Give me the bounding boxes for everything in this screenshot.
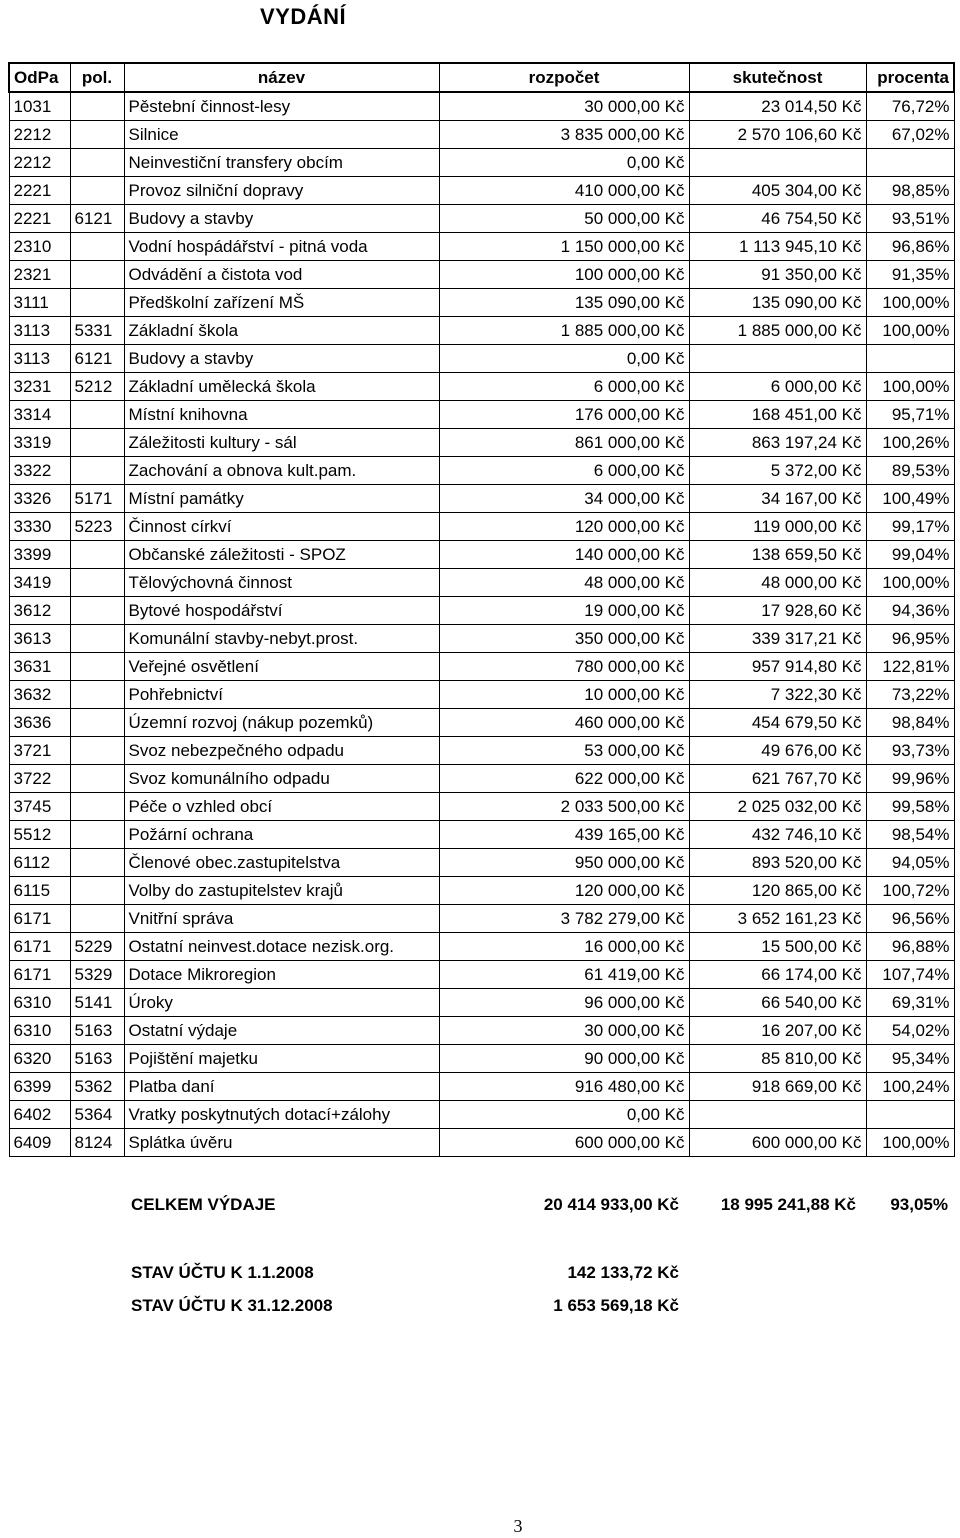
cell-procenta: 96,56% bbox=[866, 905, 954, 933]
cell-nazev: Péče o vzhled obcí bbox=[124, 793, 439, 821]
cell-odpa: 3322 bbox=[9, 457, 70, 485]
cell-rozpocet: 10 000,00 Kč bbox=[439, 681, 689, 709]
cell-skutecnost: 120 865,00 Kč bbox=[689, 877, 866, 905]
cell-nazev: Pěstební činnost-lesy bbox=[124, 92, 439, 121]
table-row bbox=[9, 989, 954, 1017]
table-row bbox=[9, 625, 954, 653]
cell-odpa: 2212 bbox=[9, 121, 70, 149]
cell-odpa: 6112 bbox=[9, 849, 70, 877]
cell-procenta: 99,96% bbox=[866, 765, 954, 793]
cell-rozpocet: 61 419,00 Kč bbox=[439, 961, 689, 989]
header-odpa: OdPa bbox=[9, 63, 70, 92]
cell-rozpocet: 1 150 000,00 Kč bbox=[439, 233, 689, 261]
cell-nazev: Místní knihovna bbox=[124, 401, 439, 429]
table-row bbox=[9, 709, 954, 737]
cell-rozpocet: 3 782 279,00 Kč bbox=[439, 905, 689, 933]
cell-odpa: 5512 bbox=[9, 821, 70, 849]
cell-rozpocet: 460 000,00 Kč bbox=[439, 709, 689, 737]
cell-nazev: Svoz komunálního odpadu bbox=[124, 765, 439, 793]
cell-skutecnost: 91 350,00 Kč bbox=[689, 261, 866, 289]
cell-rozpocet: 861 000,00 Kč bbox=[439, 429, 689, 457]
table-row bbox=[9, 177, 954, 205]
header-pol: pol. bbox=[70, 63, 124, 92]
cell-odpa: 3636 bbox=[9, 709, 70, 737]
cell-rozpocet: 0,00 Kč bbox=[439, 1101, 689, 1129]
cell-rozpocet: 2 033 500,00 Kč bbox=[439, 793, 689, 821]
cell-pol: 5362 bbox=[70, 1073, 124, 1101]
cell-odpa: 2221 bbox=[9, 177, 70, 205]
cell-rozpocet: 622 000,00 Kč bbox=[439, 765, 689, 793]
cell-skutecnost: 49 676,00 Kč bbox=[689, 737, 866, 765]
cell-procenta: 100,00% bbox=[866, 1129, 954, 1157]
cell-pol bbox=[70, 541, 124, 569]
table-row bbox=[9, 821, 954, 849]
cell-pol bbox=[70, 765, 124, 793]
cell-procenta: 95,71% bbox=[866, 401, 954, 429]
cell-odpa: 3722 bbox=[9, 765, 70, 793]
cell-procenta: 73,22% bbox=[866, 681, 954, 709]
cell-nazev: Občanské záležitosti - SPOZ bbox=[124, 541, 439, 569]
cell-nazev: Ostatní neinvest.dotace nezisk.org. bbox=[124, 933, 439, 961]
cell-nazev: Volby do zastupitelstev krajů bbox=[124, 877, 439, 905]
table-row bbox=[9, 681, 954, 709]
table-row bbox=[9, 513, 954, 541]
cell-pol bbox=[70, 401, 124, 429]
cell-procenta: 100,49% bbox=[866, 485, 954, 513]
table-row bbox=[9, 877, 954, 905]
cell-procenta: 96,95% bbox=[866, 625, 954, 653]
cell-rozpocet: 410 000,00 Kč bbox=[439, 177, 689, 205]
total-label: CELKEM VÝDAJE bbox=[131, 1195, 276, 1214]
cell-odpa: 3231 bbox=[9, 373, 70, 401]
cell-procenta: 89,53% bbox=[866, 457, 954, 485]
table-row bbox=[9, 149, 954, 177]
cell-skutecnost: 46 754,50 Kč bbox=[689, 205, 866, 233]
cell-odpa: 3745 bbox=[9, 793, 70, 821]
table-row bbox=[9, 429, 954, 457]
cell-pol bbox=[70, 709, 124, 737]
cell-procenta: 100,00% bbox=[866, 373, 954, 401]
cell-skutecnost: 863 197,24 Kč bbox=[689, 429, 866, 457]
cell-odpa: 3631 bbox=[9, 653, 70, 681]
cell-nazev: Základní umělecká škola bbox=[124, 373, 439, 401]
table-row bbox=[9, 1101, 954, 1129]
cell-pol bbox=[70, 149, 124, 177]
table-row bbox=[9, 373, 954, 401]
header-rozpocet: rozpočet bbox=[439, 63, 689, 92]
cell-pol bbox=[70, 569, 124, 597]
cell-odpa: 2321 bbox=[9, 261, 70, 289]
cell-pol bbox=[70, 429, 124, 457]
cell-rozpocet: 16 000,00 Kč bbox=[439, 933, 689, 961]
cell-pol bbox=[70, 233, 124, 261]
cell-odpa: 3319 bbox=[9, 429, 70, 457]
cell-odpa: 6171 bbox=[9, 961, 70, 989]
cell-rozpocet: 350 000,00 Kč bbox=[439, 625, 689, 653]
cell-procenta: 100,00% bbox=[866, 289, 954, 317]
cell-pol: 6121 bbox=[70, 205, 124, 233]
cell-procenta: 100,24% bbox=[866, 1073, 954, 1101]
cell-skutecnost: 168 451,00 Kč bbox=[689, 401, 866, 429]
balance-label-end: STAV ÚČTU K 31.12.2008 bbox=[131, 1296, 333, 1315]
cell-pol: 5223 bbox=[70, 513, 124, 541]
cell-nazev: Tělovýchovná činnost bbox=[124, 569, 439, 597]
cell-procenta: 100,72% bbox=[866, 877, 954, 905]
cell-rozpocet: 120 000,00 Kč bbox=[439, 877, 689, 905]
cell-rozpocet: 90 000,00 Kč bbox=[439, 1045, 689, 1073]
cell-nazev: Zachování a obnova kult.pam. bbox=[124, 457, 439, 485]
cell-odpa: 3113 bbox=[9, 345, 70, 373]
cell-pol: 5141 bbox=[70, 989, 124, 1017]
cell-nazev: Úroky bbox=[124, 989, 439, 1017]
cell-procenta: 93,51% bbox=[866, 205, 954, 233]
cell-nazev: Vratky poskytnutých dotací+zálohy bbox=[124, 1101, 439, 1129]
table-row bbox=[9, 793, 954, 821]
cell-odpa: 3330 bbox=[9, 513, 70, 541]
total-rozpocet: 20 414 933,00 Kč bbox=[543, 1195, 679, 1214]
header-nazev: název bbox=[124, 63, 439, 92]
cell-procenta: 98,54% bbox=[866, 821, 954, 849]
table-row bbox=[9, 541, 954, 569]
cell-odpa: 6171 bbox=[9, 933, 70, 961]
table-row bbox=[9, 933, 954, 961]
cell-procenta: 100,26% bbox=[866, 429, 954, 457]
cell-nazev: Budovy a stavby bbox=[124, 205, 439, 233]
table-row bbox=[9, 597, 954, 625]
table-row bbox=[9, 1129, 954, 1157]
cell-pol bbox=[70, 905, 124, 933]
cell-rozpocet: 0,00 Kč bbox=[439, 149, 689, 177]
cell-pol: 8124 bbox=[70, 1129, 124, 1157]
table-row bbox=[9, 261, 954, 289]
cell-odpa: 3314 bbox=[9, 401, 70, 429]
cell-odpa: 6171 bbox=[9, 905, 70, 933]
cell-pol: 5163 bbox=[70, 1045, 124, 1073]
balance-label-start: STAV ÚČTU K 1.1.2008 bbox=[131, 1263, 314, 1282]
cell-rozpocet: 53 000,00 Kč bbox=[439, 737, 689, 765]
cell-nazev: Pohřebnictví bbox=[124, 681, 439, 709]
cell-pol bbox=[70, 653, 124, 681]
cell-nazev: Budovy a stavby bbox=[124, 345, 439, 373]
cell-skutecnost: 1 885 000,00 Kč bbox=[689, 317, 866, 345]
table-row bbox=[9, 401, 954, 429]
cell-odpa: 6310 bbox=[9, 1017, 70, 1045]
cell-rozpocet: 0,00 Kč bbox=[439, 345, 689, 373]
cell-rozpocet: 50 000,00 Kč bbox=[439, 205, 689, 233]
cell-skutecnost: 135 090,00 Kč bbox=[689, 289, 866, 317]
header-procenta: procenta bbox=[866, 63, 954, 92]
header-skutecnost: skutečnost bbox=[689, 63, 866, 92]
cell-procenta: 67,02% bbox=[866, 121, 954, 149]
cell-rozpocet: 3 835 000,00 Kč bbox=[439, 121, 689, 149]
cell-rozpocet: 100 000,00 Kč bbox=[439, 261, 689, 289]
cell-procenta: 99,17% bbox=[866, 513, 954, 541]
cell-procenta: 69,31% bbox=[866, 989, 954, 1017]
cell-skutecnost: 6 000,00 Kč bbox=[689, 373, 866, 401]
cell-procenta: 99,58% bbox=[866, 793, 954, 821]
table-row bbox=[9, 289, 954, 317]
cell-nazev: Silnice bbox=[124, 121, 439, 149]
cell-skutecnost: 600 000,00 Kč bbox=[689, 1129, 866, 1157]
cell-procenta: 95,34% bbox=[866, 1045, 954, 1073]
cell-nazev: Záležitosti kultury - sál bbox=[124, 429, 439, 457]
table-row bbox=[9, 849, 954, 877]
cell-odpa: 2212 bbox=[9, 149, 70, 177]
cell-pol bbox=[70, 457, 124, 485]
cell-nazev: Platba daní bbox=[124, 1073, 439, 1101]
cell-rozpocet: 950 000,00 Kč bbox=[439, 849, 689, 877]
table-row bbox=[9, 485, 954, 513]
cell-odpa: 6409 bbox=[9, 1129, 70, 1157]
cell-skutecnost: 17 928,60 Kč bbox=[689, 597, 866, 625]
page-title: VYDÁNÍ bbox=[260, 4, 347, 29]
cell-odpa: 3721 bbox=[9, 737, 70, 765]
cell-procenta bbox=[866, 149, 954, 177]
cell-pol bbox=[70, 737, 124, 765]
cell-skutecnost: 957 914,80 Kč bbox=[689, 653, 866, 681]
page-number: 3 bbox=[513, 1516, 523, 1536]
cell-odpa: 2310 bbox=[9, 233, 70, 261]
table-row bbox=[9, 1017, 954, 1045]
cell-odpa: 3419 bbox=[9, 569, 70, 597]
cell-pol bbox=[70, 261, 124, 289]
cell-procenta: 99,04% bbox=[866, 541, 954, 569]
cell-skutecnost: 48 000,00 Kč bbox=[689, 569, 866, 597]
cell-pol bbox=[70, 177, 124, 205]
cell-skutecnost: 454 679,50 Kč bbox=[689, 709, 866, 737]
cell-pol: 5163 bbox=[70, 1017, 124, 1045]
table-row bbox=[9, 653, 954, 681]
cell-rozpocet: 30 000,00 Kč bbox=[439, 92, 689, 121]
cell-procenta: 91,35% bbox=[866, 261, 954, 289]
cell-pol: 5364 bbox=[70, 1101, 124, 1129]
cell-odpa: 2221 bbox=[9, 205, 70, 233]
table-row bbox=[9, 1045, 954, 1073]
cell-odpa: 3113 bbox=[9, 317, 70, 345]
cell-odpa: 6399 bbox=[9, 1073, 70, 1101]
cell-odpa: 3613 bbox=[9, 625, 70, 653]
table-row bbox=[9, 205, 954, 233]
cell-procenta: 93,73% bbox=[866, 737, 954, 765]
cell-rozpocet: 34 000,00 Kč bbox=[439, 485, 689, 513]
cell-skutecnost: 405 304,00 Kč bbox=[689, 177, 866, 205]
table-header-row bbox=[9, 63, 954, 92]
cell-procenta: 96,86% bbox=[866, 233, 954, 261]
cell-pol bbox=[70, 793, 124, 821]
cell-odpa: 6320 bbox=[9, 1045, 70, 1073]
cell-procenta: 94,05% bbox=[866, 849, 954, 877]
cell-odpa: 3326 bbox=[9, 485, 70, 513]
cell-procenta: 122,81% bbox=[866, 653, 954, 681]
cell-nazev: Předškolní zařízení MŠ bbox=[124, 289, 439, 317]
cell-procenta: 100,00% bbox=[866, 317, 954, 345]
cell-nazev: Svoz nebezpečného odpadu bbox=[124, 737, 439, 765]
cell-nazev: Pojištění majetku bbox=[124, 1045, 439, 1073]
cell-pol: 5329 bbox=[70, 961, 124, 989]
cell-odpa: 1031 bbox=[9, 92, 70, 121]
cell-skutecnost: 2 570 106,60 Kč bbox=[689, 121, 866, 149]
table-row bbox=[9, 737, 954, 765]
cell-rozpocet: 19 000,00 Kč bbox=[439, 597, 689, 625]
cell-pol bbox=[70, 625, 124, 653]
cell-nazev: Vnitřní správa bbox=[124, 905, 439, 933]
balance-value-end: 1 653 569,18 Kč bbox=[553, 1296, 679, 1315]
cell-rozpocet: 48 000,00 Kč bbox=[439, 569, 689, 597]
cell-pol: 6121 bbox=[70, 345, 124, 373]
cell-odpa: 6115 bbox=[9, 877, 70, 905]
cell-rozpocet: 135 090,00 Kč bbox=[439, 289, 689, 317]
cell-odpa: 3399 bbox=[9, 541, 70, 569]
table-row bbox=[9, 765, 954, 793]
cell-rozpocet: 780 000,00 Kč bbox=[439, 653, 689, 681]
cell-rozpocet: 439 165,00 Kč bbox=[439, 821, 689, 849]
cell-skutecnost: 85 810,00 Kč bbox=[689, 1045, 866, 1073]
total-procenta: 93,05% bbox=[890, 1195, 948, 1214]
cell-nazev: Požární ochrana bbox=[124, 821, 439, 849]
cell-nazev: Veřejné osvětlení bbox=[124, 653, 439, 681]
cell-pol bbox=[70, 821, 124, 849]
cell-pol: 5331 bbox=[70, 317, 124, 345]
table-row bbox=[9, 233, 954, 261]
table-row bbox=[9, 569, 954, 597]
cell-skutecnost: 23 014,50 Kč bbox=[689, 92, 866, 121]
cell-skutecnost: 339 317,21 Kč bbox=[689, 625, 866, 653]
cell-nazev: Neinvestiční transfery obcím bbox=[124, 149, 439, 177]
cell-skutecnost: 34 167,00 Kč bbox=[689, 485, 866, 513]
cell-skutecnost: 16 207,00 Kč bbox=[689, 1017, 866, 1045]
cell-procenta: 96,88% bbox=[866, 933, 954, 961]
cell-pol bbox=[70, 681, 124, 709]
cell-procenta bbox=[866, 1101, 954, 1129]
cell-skutecnost bbox=[689, 1101, 866, 1129]
cell-skutecnost: 66 540,00 Kč bbox=[689, 989, 866, 1017]
cell-skutecnost: 138 659,50 Kč bbox=[689, 541, 866, 569]
table-row bbox=[9, 457, 954, 485]
cell-rozpocet: 1 885 000,00 Kč bbox=[439, 317, 689, 345]
cell-odpa: 3612 bbox=[9, 597, 70, 625]
cell-nazev: Odvádění a čistota vod bbox=[124, 261, 439, 289]
cell-pol bbox=[70, 877, 124, 905]
cell-rozpocet: 600 000,00 Kč bbox=[439, 1129, 689, 1157]
cell-procenta: 98,85% bbox=[866, 177, 954, 205]
cell-procenta: 54,02% bbox=[866, 1017, 954, 1045]
cell-nazev: Vodní hospádářství - pitná voda bbox=[124, 233, 439, 261]
cell-procenta: 107,74% bbox=[866, 961, 954, 989]
cell-nazev: Místní památky bbox=[124, 485, 439, 513]
cell-nazev: Bytové hospodářství bbox=[124, 597, 439, 625]
cell-pol bbox=[70, 597, 124, 625]
balance-value-start: 142 133,72 Kč bbox=[567, 1263, 679, 1282]
cell-rozpocet: 176 000,00 Kč bbox=[439, 401, 689, 429]
cell-skutecnost: 7 322,30 Kč bbox=[689, 681, 866, 709]
table-row bbox=[9, 961, 954, 989]
cell-nazev: Splátka úvěru bbox=[124, 1129, 439, 1157]
cell-nazev: Provoz silniční dopravy bbox=[124, 177, 439, 205]
cell-skutecnost: 893 520,00 Kč bbox=[689, 849, 866, 877]
cell-pol: 5212 bbox=[70, 373, 124, 401]
cell-skutecnost bbox=[689, 149, 866, 177]
cell-skutecnost: 621 767,70 Kč bbox=[689, 765, 866, 793]
cell-nazev: Dotace Mikroregion bbox=[124, 961, 439, 989]
cell-skutecnost: 119 000,00 Kč bbox=[689, 513, 866, 541]
table-row bbox=[9, 905, 954, 933]
cell-rozpocet: 96 000,00 Kč bbox=[439, 989, 689, 1017]
cell-odpa: 6310 bbox=[9, 989, 70, 1017]
cell-pol bbox=[70, 121, 124, 149]
cell-rozpocet: 6 000,00 Kč bbox=[439, 373, 689, 401]
cell-skutecnost: 15 500,00 Kč bbox=[689, 933, 866, 961]
cell-skutecnost: 3 652 161,23 Kč bbox=[689, 905, 866, 933]
cell-nazev: Komunální stavby-nebyt.prost. bbox=[124, 625, 439, 653]
cell-rozpocet: 120 000,00 Kč bbox=[439, 513, 689, 541]
cell-skutecnost bbox=[689, 345, 866, 373]
cell-odpa: 3632 bbox=[9, 681, 70, 709]
cell-pol: 5171 bbox=[70, 485, 124, 513]
cell-nazev: Členové obec.zastupitelstva bbox=[124, 849, 439, 877]
table-body bbox=[9, 92, 954, 1157]
cell-skutecnost: 2 025 032,00 Kč bbox=[689, 793, 866, 821]
table-row bbox=[9, 1073, 954, 1101]
cell-rozpocet: 916 480,00 Kč bbox=[439, 1073, 689, 1101]
cell-pol bbox=[70, 849, 124, 877]
cell-procenta bbox=[866, 345, 954, 373]
cell-nazev: Ostatní výdaje bbox=[124, 1017, 439, 1045]
table-row bbox=[9, 121, 954, 149]
cell-procenta: 100,00% bbox=[866, 569, 954, 597]
cell-nazev: Základní škola bbox=[124, 317, 439, 345]
table-row bbox=[9, 92, 954, 121]
cell-skutecnost: 5 372,00 Kč bbox=[689, 457, 866, 485]
cell-pol bbox=[70, 92, 124, 121]
cell-procenta: 94,36% bbox=[866, 597, 954, 625]
cell-rozpocet: 6 000,00 Kč bbox=[439, 457, 689, 485]
cell-odpa: 6402 bbox=[9, 1101, 70, 1129]
cell-skutecnost: 432 746,10 Kč bbox=[689, 821, 866, 849]
cell-odpa: 3111 bbox=[9, 289, 70, 317]
cell-nazev: Činnost církví bbox=[124, 513, 439, 541]
cell-skutecnost: 1 113 945,10 Kč bbox=[689, 233, 866, 261]
expenses-table bbox=[8, 62, 955, 1157]
cell-pol: 5229 bbox=[70, 933, 124, 961]
cell-nazev: Územní rozvoj (nákup pozemků) bbox=[124, 709, 439, 737]
cell-pol bbox=[70, 289, 124, 317]
cell-procenta: 76,72% bbox=[866, 92, 954, 121]
table-row bbox=[9, 317, 954, 345]
cell-procenta: 98,84% bbox=[866, 709, 954, 737]
table-row bbox=[9, 345, 954, 373]
total-skutecnost: 18 995 241,88 Kč bbox=[720, 1195, 856, 1214]
cell-rozpocet: 30 000,00 Kč bbox=[439, 1017, 689, 1045]
cell-skutecnost: 66 174,00 Kč bbox=[689, 961, 866, 989]
cell-skutecnost: 918 669,00 Kč bbox=[689, 1073, 866, 1101]
cell-rozpocet: 140 000,00 Kč bbox=[439, 541, 689, 569]
